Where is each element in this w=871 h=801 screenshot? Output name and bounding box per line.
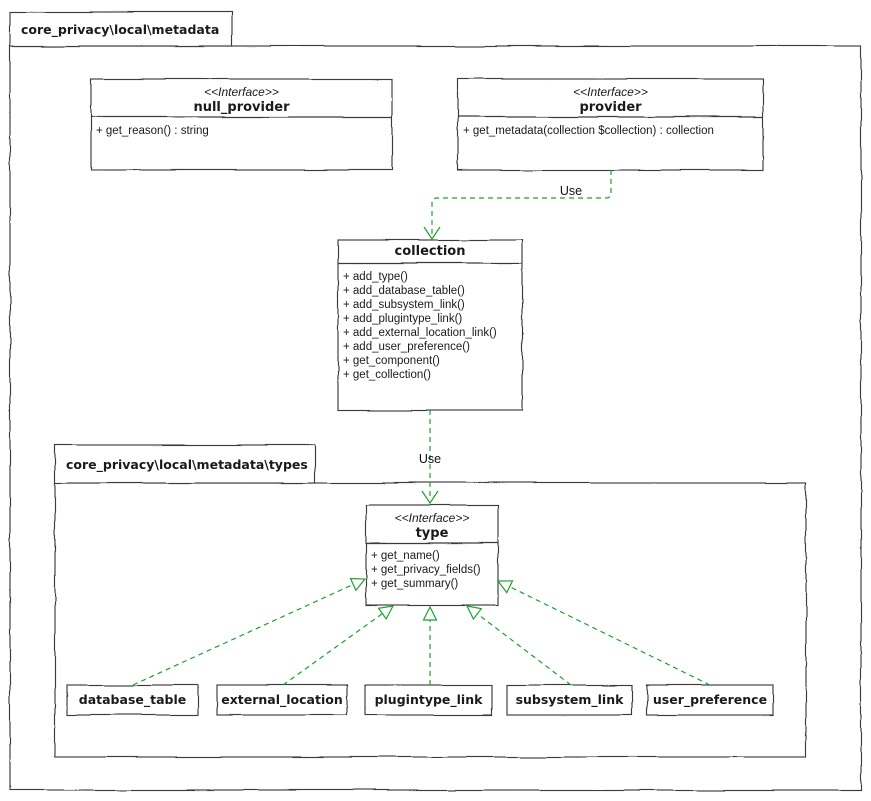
use-label-provider-collection: Use	[559, 184, 583, 198]
class-type	[366, 505, 498, 605]
class-database-table: database_table	[78, 692, 187, 707]
type-methods	[366, 543, 498, 591]
class-collection	[338, 240, 522, 410]
collection-name: collection	[394, 244, 466, 259]
collection-methods	[338, 263, 522, 382]
method: + get_collection()	[343, 369, 431, 381]
method: + add_external_location_link()	[343, 327, 497, 339]
provider-name: provider	[579, 100, 642, 115]
class-external-location: external_location	[221, 692, 343, 707]
method: + get_component()	[343, 355, 440, 367]
class-subsystem-link: subsystem_link	[515, 692, 624, 707]
types-package-label: core_privacy\local\metadata\types	[66, 456, 308, 472]
method: + add_subsystem_link()	[343, 299, 465, 311]
method: + add_type()	[343, 271, 408, 283]
class-null-provider	[91, 79, 392, 170]
method: + get_summary()	[371, 578, 459, 590]
type-stereotype: <<Interface>>	[394, 511, 470, 525]
use-label-collection-type: Use	[418, 452, 442, 466]
provider-header	[458, 79, 763, 117]
class-provider	[458, 79, 763, 170]
provider-methods	[458, 117, 763, 138]
method: + get_name()	[371, 550, 440, 562]
outer-package-label: core_privacy\local\metadata	[21, 21, 220, 37]
null-provider-name: null_provider	[193, 100, 290, 115]
method: + add_user_preference()	[343, 341, 470, 353]
method: + get_privacy_fields()	[371, 564, 481, 576]
method: + add_database_table()	[343, 285, 465, 297]
type-name: type	[415, 526, 449, 541]
type-header	[366, 505, 498, 543]
class-plugintype-link: plugintype_link	[374, 692, 483, 707]
class-user-preference: user_preference	[652, 692, 768, 707]
method: + add_plugintype_link()	[343, 313, 463, 325]
provider-stereotype: <<Interface>>	[573, 85, 648, 99]
method: + get_metadata(collection $collection) : collection	[463, 125, 714, 137]
null-provider-methods	[91, 117, 392, 138]
null-provider-header	[91, 79, 392, 117]
null-provider-stereotype: <<Interface>>	[204, 85, 279, 99]
method: + get_reason() : string	[96, 125, 209, 137]
